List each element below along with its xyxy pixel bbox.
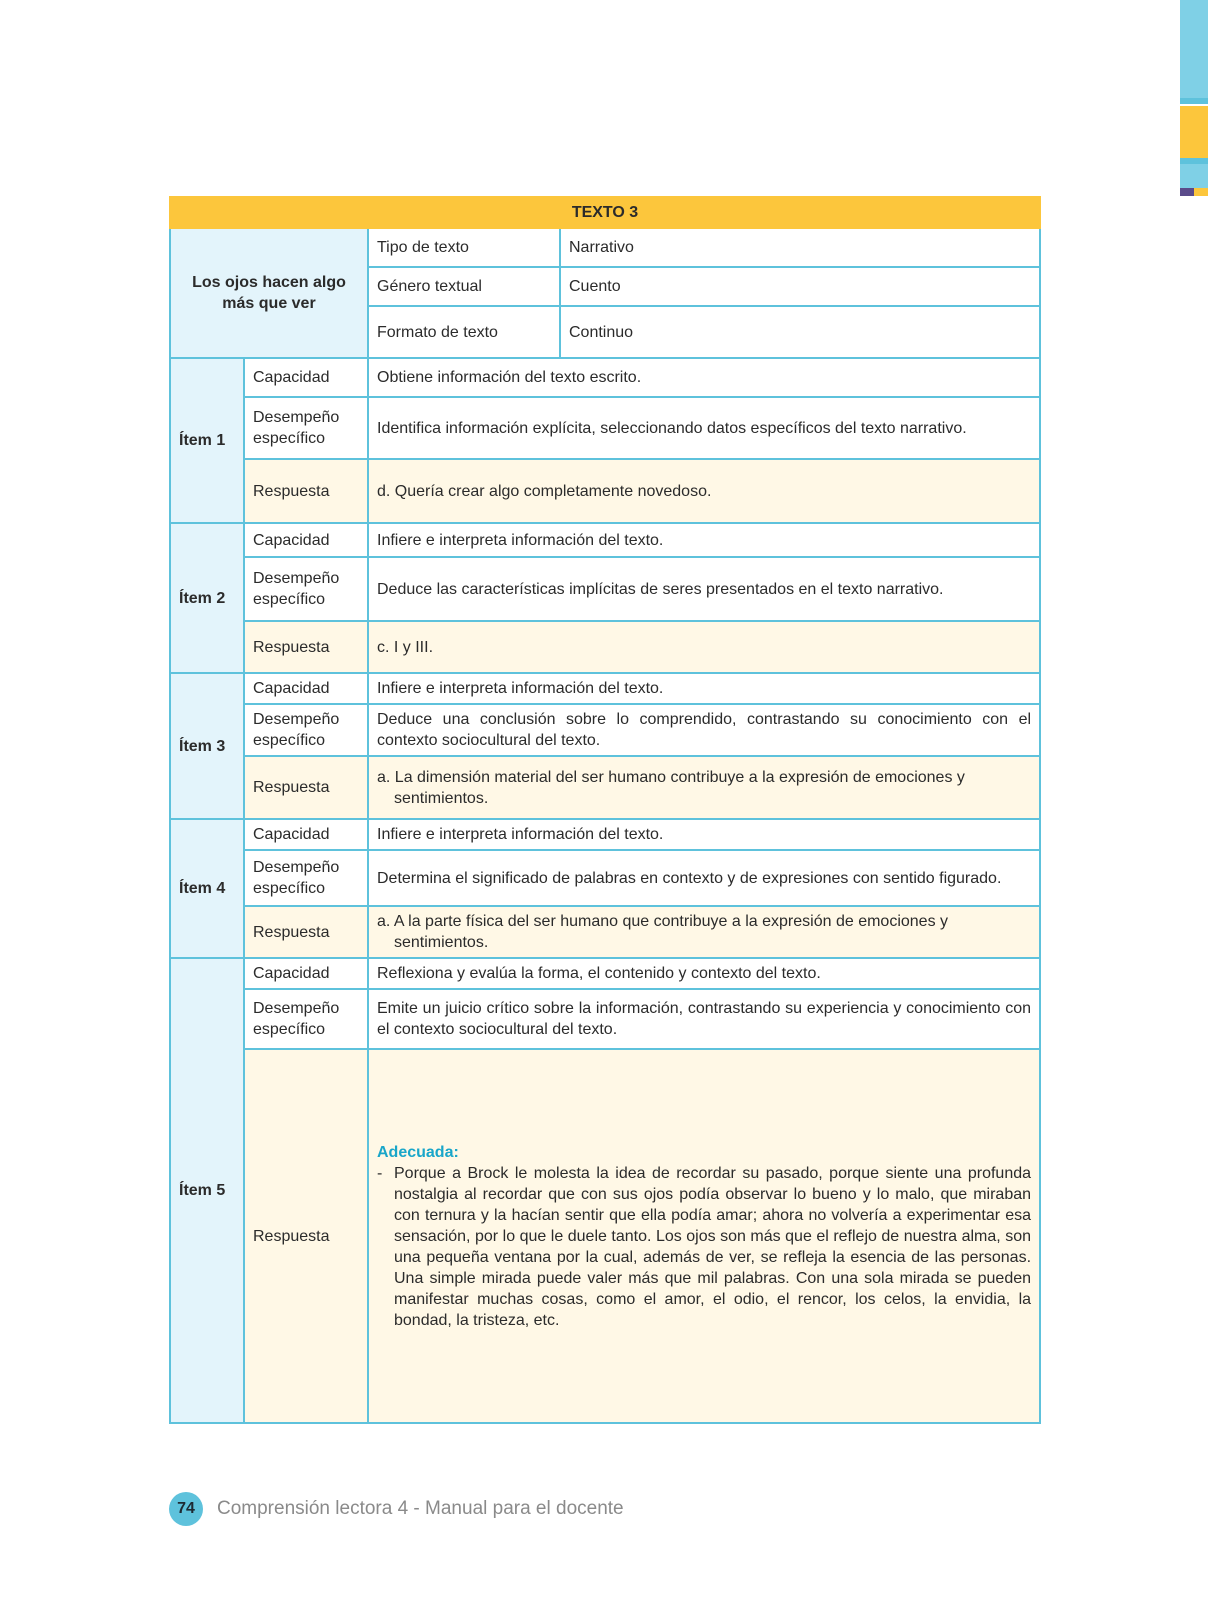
item-desempeno: Determina el significado de palabras en contexto y de expresiones con sentido figurado. — [368, 850, 1040, 906]
item-label: Ítem 1 — [170, 358, 244, 523]
edge-tab-purple — [1180, 188, 1194, 196]
edge-tab-yellow — [1180, 106, 1208, 158]
item-respuesta: c. I y III. — [368, 621, 1040, 673]
item-label: Ítem 4 — [170, 819, 244, 958]
item-respuesta-cell — [368, 1049, 1040, 1423]
text-title: Los ojos hacen algo más que ver — [170, 228, 368, 358]
item-respuesta: d. Quería crear algo completamente novedoso. — [368, 459, 1040, 523]
item-capacidad: Infiere e interpreta información del texto. — [368, 673, 1040, 704]
item-capacidad: Infiere e interpreta información del texto. — [368, 523, 1040, 557]
item-capacidad: Infiere e interpreta información del texto. — [368, 819, 1040, 850]
item-respuesta: a. La dimensión material del ser humano contribuye a la expresión de emociones y sentimientos. — [377, 768, 965, 807]
row-label-capacidad: Capacidad — [244, 358, 368, 397]
rubric-table — [169, 196, 1041, 1424]
edge-tab-yellow-2 — [1194, 188, 1208, 196]
info-key: Género textual — [368, 267, 560, 306]
info-value: Narrativo — [560, 228, 1040, 267]
row-label-respuesta: Respuesta — [244, 756, 368, 819]
edge-tab-blue-2 — [1180, 164, 1208, 188]
info-key: Formato de texto — [368, 306, 560, 358]
row-label-desempeno: Desempeño específico — [244, 850, 368, 906]
answer-heading: Adecuada: — [377, 1143, 459, 1161]
item-label: Ítem 5 — [170, 958, 244, 1423]
row-label-desempeno: Desempeño específico — [244, 989, 368, 1049]
edge-tab-blue-stripe — [1180, 98, 1208, 104]
item-desempeno: Emite un juicio crítico sobre la información, contrastando su experiencia y conocimiento con el contexto sociocultural del texto. — [368, 989, 1040, 1049]
item-respuesta-cell — [368, 756, 1040, 819]
row-label-capacidad: Capacidad — [244, 673, 368, 704]
info-key: Tipo de texto — [368, 228, 560, 267]
edge-tab-blue — [1180, 0, 1208, 98]
dash-bullet-icon: - — [377, 1164, 383, 1182]
item-capacidad: Reflexiona y evalúa la forma, el contenido y contexto del texto. — [368, 958, 1040, 989]
row-label-capacidad: Capacidad — [244, 958, 368, 989]
item-desempeno: Identifica información explícita, seleccionando datos específicos del texto narrativo. — [368, 397, 1040, 459]
row-label-respuesta: Respuesta — [244, 621, 368, 673]
row-label-desempeno: Desempeño específico — [244, 704, 368, 756]
answer-bullet — [377, 1163, 1031, 1331]
item-respuesta-cell — [368, 906, 1040, 958]
info-value: Continuo — [560, 306, 1040, 358]
item-label: Ítem 2 — [170, 523, 244, 673]
row-label-desempeno: Desempeño específico — [244, 397, 368, 459]
page-number: 74 — [169, 1492, 203, 1526]
row-label-respuesta: Respuesta — [244, 1049, 368, 1423]
row-label-respuesta: Respuesta — [244, 906, 368, 958]
row-label-capacidad: Capacidad — [244, 819, 368, 850]
page-footer — [169, 1492, 624, 1526]
item-capacidad: Obtiene información del texto escrito. — [368, 358, 1040, 397]
item-label: Ítem 3 — [170, 673, 244, 819]
item-desempeno: Deduce las características implícitas de seres presentados en el texto narrativo. — [368, 557, 1040, 621]
item-respuesta: Porque a Brock le molesta la idea de recordar su pasado, porque siente una profunda nostalgia al recordar que con sus ojos podía observar lo bueno y lo malo, que miraban con ternura y la hacían sentir que ella podía amar; ahora no volvería a experimentar esa sensación, por lo que le duele tanto. Los ojos son más que el reflejo de nuestra alma, son una pequeña ventana por la cual, además de ver, se refleja la esencia de las personas. Una simple mirada puede valer más que mil palabras. Con una sola mirada se pueden manifestar muchas cosas, como el amor, el odio, el rencor, los celos, la envidia, la bondad, la tristeza, etc. — [394, 1164, 1032, 1329]
row-label-capacidad: Capacidad — [244, 523, 368, 557]
table-header: TEXTO 3 — [170, 197, 1040, 228]
footer-title: Comprensión lectora 4 - Manual para el docente — [217, 1498, 624, 1519]
item-respuesta: a. A la parte física del ser humano que contribuye a la expresión de emociones y sentimientos. — [377, 913, 949, 951]
item-desempeno: Deduce una conclusión sobre lo comprendido, contrastando su conocimiento con el contexto sociocultural del texto. — [368, 704, 1040, 756]
row-label-desempeno: Desempeño específico — [244, 557, 368, 621]
row-label-respuesta: Respuesta — [244, 459, 368, 523]
info-value: Cuento — [560, 267, 1040, 306]
